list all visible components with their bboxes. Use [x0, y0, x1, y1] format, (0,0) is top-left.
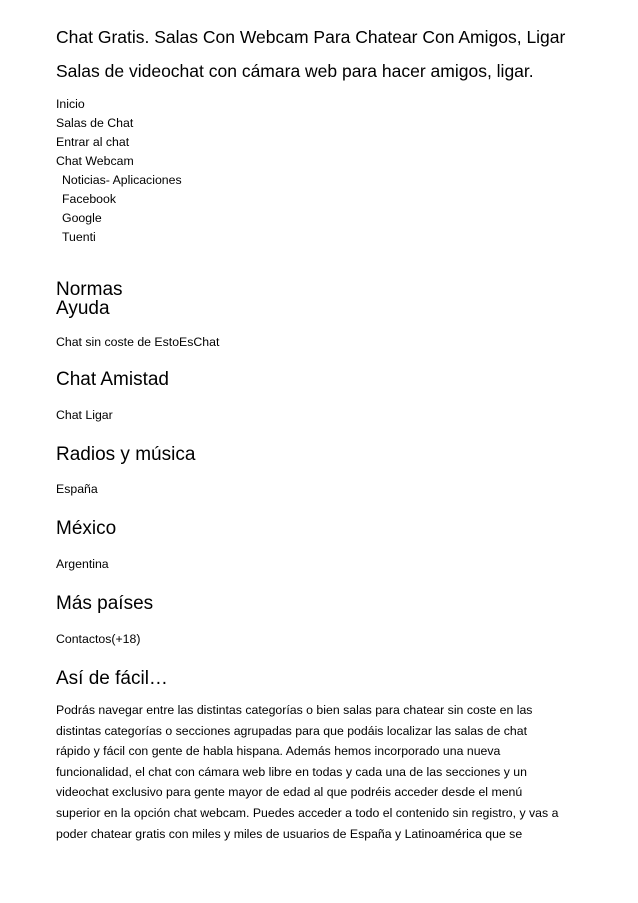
section-asi-de-facil — [56, 669, 596, 844]
nav-menu — [56, 95, 596, 247]
section-normas — [56, 280, 596, 350]
section-heading[interactable]: Radios y música — [56, 444, 196, 465]
section-link[interactable]: Contactos(+18) — [56, 632, 141, 646]
section-radios — [56, 445, 596, 497]
document-page — [56, 27, 596, 844]
section-mexico — [56, 519, 596, 572]
paragraph-line: Podrás navegar entre las distintas categorías o bien salas para chatear sin coste en las — [56, 703, 533, 717]
section-heading: Así de fácil… — [56, 668, 168, 689]
nav-subitem-noticias[interactable]: Noticias- Aplicaciones — [62, 173, 182, 187]
nav-item-entrar-al-chat[interactable]: Entrar al chat — [56, 135, 130, 149]
section-heading[interactable]: México — [56, 518, 117, 539]
section-heading[interactable]: Normas — [56, 279, 123, 300]
section-chat-amistad — [56, 370, 596, 423]
nav-item-salas-de-chat[interactable]: Salas de Chat — [56, 116, 134, 130]
page-subtitle: Salas de videochat con cámara web para hacer amigos, ligar. — [56, 61, 534, 81]
section-link[interactable]: Chat Ligar — [56, 408, 113, 422]
section-link[interactable]: España — [56, 482, 98, 496]
paragraph-line: videochat exclusivo para gente mayor de edad al que podréis acceder desde el menú — [56, 785, 523, 800]
nav-subitem-google[interactable]: Google — [62, 211, 102, 225]
paragraph-line: poder chatear gratis con miles y miles de usuarios de España y Latinoamérica que se — [56, 826, 523, 841]
nav-item-chat-webcam[interactable]: Chat Webcam — [56, 154, 134, 168]
paragraph-line: rápido y fácil con gente de habla hispana. Además hemos incorporado una nueva — [56, 744, 501, 759]
paragraph-line: superior en la opción chat webcam. Puedes acceder a todo el contenido sin registro, y vas a — [56, 805, 559, 820]
nav-subitem-facebook[interactable]: Facebook — [62, 192, 117, 206]
paragraph-line: funcionalidad, el chat con cámara web libre en todas y cada una de las secciones y un — [56, 764, 527, 779]
section-heading[interactable]: Más países — [56, 593, 154, 614]
page-title: Chat Gratis. Salas Con Webcam Para Chatear Con Amigos, Ligar — [56, 27, 566, 47]
section-mas-paises — [56, 594, 596, 647]
section-link[interactable]: Chat sin coste de EstoEsChat — [56, 335, 220, 349]
nav-item-inicio[interactable]: Inicio — [56, 97, 85, 111]
section-heading[interactable]: Chat Amistad — [56, 369, 169, 390]
body-paragraph — [56, 700, 596, 844]
nav-subitem-tuenti[interactable]: Tuenti — [62, 230, 96, 244]
section-link[interactable]: Argentina — [56, 557, 109, 571]
paragraph-line: distintas categorías o secciones agrupadas para que podáis localizar las salas de chat — [56, 723, 527, 738]
section-heading[interactable]: Ayuda — [56, 298, 110, 319]
